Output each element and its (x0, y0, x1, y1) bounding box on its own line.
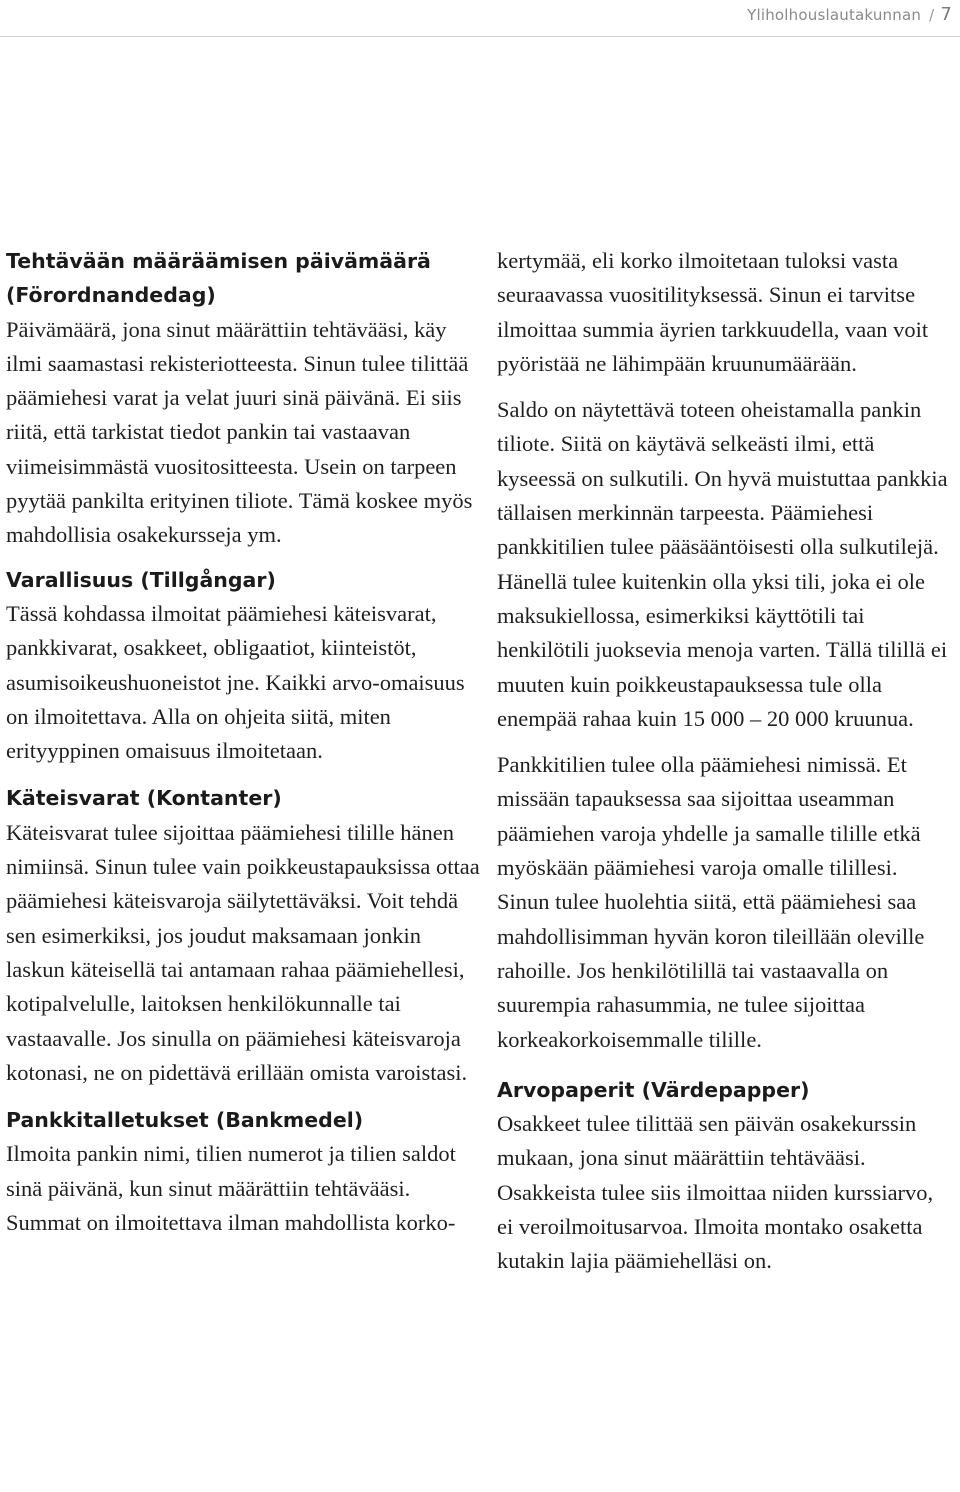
section-body-bank-deposits: Ilmoita pankin nimi, tilien numerot ja tilien saldot sinä päivänä, kun sinut määrättiin tehtävääsi. Summat on ilmoitettava ilman mahdollista korko- (6, 1141, 456, 1236)
section-body-appointment-date: Päivämäärä, jona sinut määrättiin tehtävääsi, käy ilmi saamastasi rekisteriotteesta. Sinun tulee tilittää päämiehesi varat ja velat juuri sinä päivänä. Ei siis riitä, että tarkistat tiedot pankin tai vastaavan viimeisimmästä vuositositteesta. Usein on tarpeen pyytää pankilta erityinen tiliote. Tämä koskee myös mahdollisia osakekursseja ym. (6, 316, 473, 548)
right-column (497, 244, 955, 1279)
section-heading-appointment-date: Tehtävään määräämisen päivämäärä (Förordnandedag) (6, 249, 431, 308)
header-rule (0, 36, 960, 37)
section-heading-bank-deposits: Pankkitalletukset (Bankmedel) (6, 1108, 364, 1133)
running-header (747, 4, 952, 25)
section-heading-securities: Arvopaperit (Värdepapper) (497, 1077, 810, 1102)
paragraph-interest-rounding: kertymää, eli korko ilmoitetaan tuloksi vasta seuraavassa vuositilityksessä. Sinun ei tarvitse ilmoittaa summia äyrien tarkkuudella, vaan voit pyöristää ne lähimpään kruunumäärään. (497, 248, 929, 376)
left-column (6, 244, 480, 1240)
paragraph-account-ownership: Pankkitilien tulee olla päämiehesi nimissä. Et missään tapauksessa saa sijoittaa useamman päämiehen varoja yhdelle ja samalle tilille etkä myöskään päämiehesi varoja omalle tilillesi. Sinun tulee huolehtia siitä, että päämiehesi saa mahdollisimman hyvän koron tileillään oleville rahoille. Jos henkilötilillä tai vastaavalla on suurempia rahasummia, ne tulee sijoittaa korkeakorkoisemmalle tilille. (497, 752, 925, 1052)
publication-title: Yliholhouslautakunnan (747, 6, 922, 24)
header-separator: / (929, 6, 935, 24)
paragraph-bank-statement: Saldo on näytettävä toteen oheistamalla pankin tiliote. Siitä on käytävä selkeästi ilmi, että kyseessä on sulkutili. On hyvä muistuttaa pankkia tällaisen merkinnän tarpeesta. Päämiehesi pankkitilien tulee pääsääntöisesti olla sulkutilejä. Hänellä tulee kuitenkin olla yksi tili, joka ei ole maksukiellossa, esimerkiksi käyttötili tai henkilötili juoksevia menoja varten. Tällä tilillä ei muuten kuin poikkeustapauksessa tule olla enempää rahaa kuin 15 000 – 20 000 kruunua. (497, 397, 948, 731)
section-body-securities: Osakkeet tulee tilittää sen päivän osakekurssin mukaan, jona sinut määrättiin tehtävääsi. Osakkeista tulee siis ilmoittaa niiden kurssiarvo, ei veroilmoitusarvoa. Ilmoita montako osaketta kutakin lajia päämiehelläsi on. (497, 1111, 934, 1274)
section-body-cash: Käteisvarat tulee sijoittaa päämiehesi tilille hänen nimiinsä. Sinun tulee vain poikkeustapauksissa ottaa päämiehesi käteisvaroja säilytettäväksi. Voit tehdä sen esimerkiksi, jos joudut maksamaan jonkin laskun käteisellä tai antamaan rahaa päämiehellesi, kotipalvelulle, laitoksen henkilökunnalle tai vastaavalle. Jos sinulla on päämiehesi käteisvaroja kotonasi, ne on pidettävä erillään omista varoistasi. (6, 819, 480, 1085)
section-heading-cash: Käteisvarat (Kontanter) (6, 786, 282, 811)
section-heading-assets: Varallisuus (Tillgångar) (6, 567, 276, 592)
section-body-assets: Tässä kohdassa ilmoitat päämiehesi käteisvarat, pankkivarat, osakkeet, obligaatiot, kiinteistöt, asumisoikeushuoneistot jne. Kaikki arvo-omaisuus on ilmoitettava. Alla on ohjeita siitä, miten erityyppinen omaisuus ilmoitetaan. (6, 600, 465, 764)
page-number: 7 (940, 4, 952, 25)
